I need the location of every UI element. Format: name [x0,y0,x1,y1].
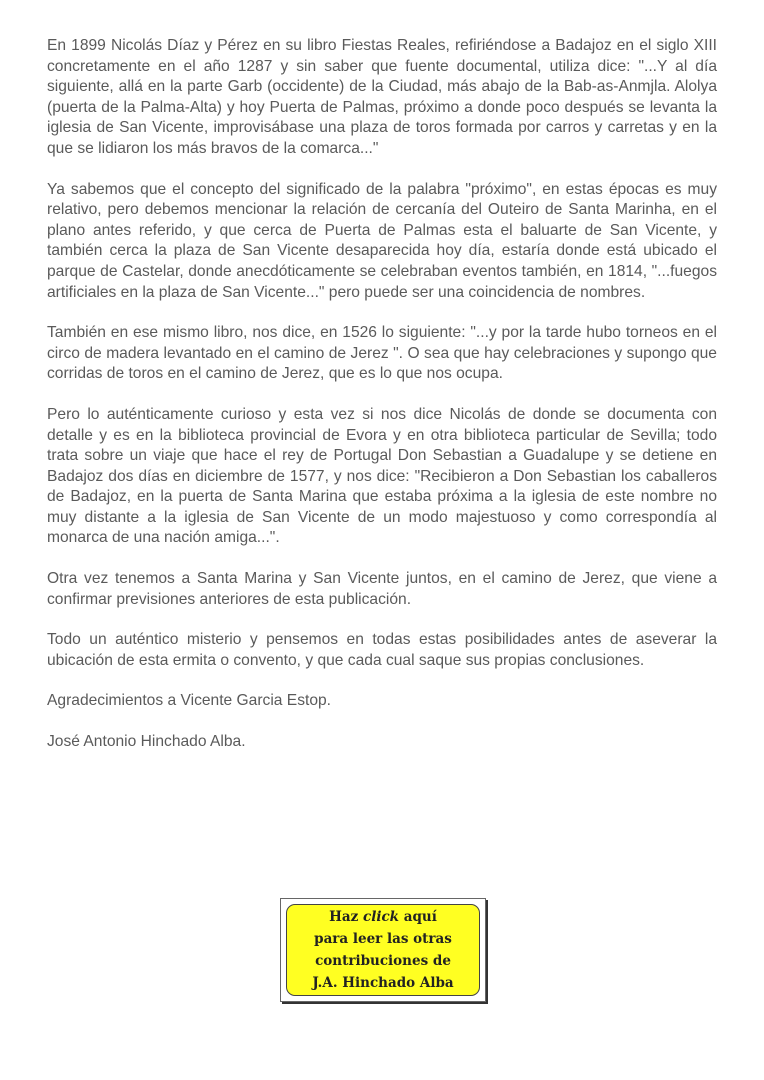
cta-line-4: J.A. Hinchado Alba [312,975,454,991]
cta-line-1-click: click [362,909,400,925]
paragraph-misterio: Todo un auténtico misterio y pensemos en todas estas posibilidades antes de aseverar la ubicación de esta ermita o convento, y que cada cual saque sus propias conclusiones. [47,631,717,669]
paragraph-santa-marina: Otra vez tenemos a Santa Marina y San Vicente juntos, en el camino de Jerez, que viene a confirmar previsiones anteriores de esta publicación. [47,570,717,608]
paragraph-1899-fiestas-reales: En 1899 Nicolás Díaz y Pérez en su libro Fiestas Reales, refiriéndose a Badajoz en el siglo XIII concretamente en el año 1287 y sin saber que fuente documental, utiliza dice: "...Y al día siguiente, allá en la parte Garb (occidente) de la Ciudad, más abajo de la Bab-as-Anmjla. Alolya (puerta de la Palma-Alta) y hoy Puerta de Palmas, próximo a donde poco después se levanta la iglesia de San Vicente, improvisábase una plaza de toros formada por carros y carretas y en la que se lidiaron los más bravos de la comarca..." [47,37,717,157]
paragraph-1526-torneos: También en ese mismo libro, nos dice, en 1526 lo siguiente: "...y por la tarde hubo torneos en el circo de madera levantado en el camino de Jerez ". O sea que hay celebraciones y supongo que corridas de toros en el camino de Jerez, que es lo que nos ocupa. [47,324,717,383]
cta-line-1-prefix: Haz [329,909,363,925]
cta-line-3: contribuciones de [315,953,451,969]
paragraph-proximo: Ya sabemos que el concepto del significado de la palabra "próximo", en estas épocas es muy relativo, pero debemos mencionar la relación de cercanía del Outeiro de Santa Marinha, en el plano antes referido, y que cerca de Puerta de Palmas esta el baluarte de San Vicente, y también cerca la plaza de San Vicente desaparecida hoy día, estaría donde está ubicado el parque de Castelar, donde anecdóticamente se celebraban eventos también, en 1814, "...fuegos artificiales en la plaza de San Vicente..." pero puede ser una coincidencia de nombres. [47,180,717,301]
author-signature: José Antonio Hinchado Alba. [47,733,246,751]
acknowledgement: Agradecimientos a Vicente Garcia Estop. [47,692,332,710]
paragraph-don-sebastian: Pero lo auténticamente curioso y esta vez si nos dice Nicolás de donde se documenta con detalle y es en la biblioteca provincial de Evora y en otra biblioteca particular de Sevilla; todo trata sobre un viaje que hace el rey de Portugal Don Sebastian a Guadalupe y se detiene en Badajoz dos días en diciembre de 1577, y nos dice: "Recibieron a Don Sebastian los caballeros de Badajoz, en la puerta de Santa Marina que estaba próxima a la iglesia de este nombre no muy distante a la iglesia de San Vicente de un modo majestuoso y como correspondía al monarca de una nación amiga...". [47,405,717,547]
other-contributions-button[interactable] [280,898,486,1002]
other-contributions-button-face[interactable] [286,904,480,996]
cta-line-2: para leer las otras [314,931,452,947]
article-body [47,36,717,773]
cta-line-1 [329,906,437,928]
cta-line-1-suffix: aquí [399,909,437,925]
